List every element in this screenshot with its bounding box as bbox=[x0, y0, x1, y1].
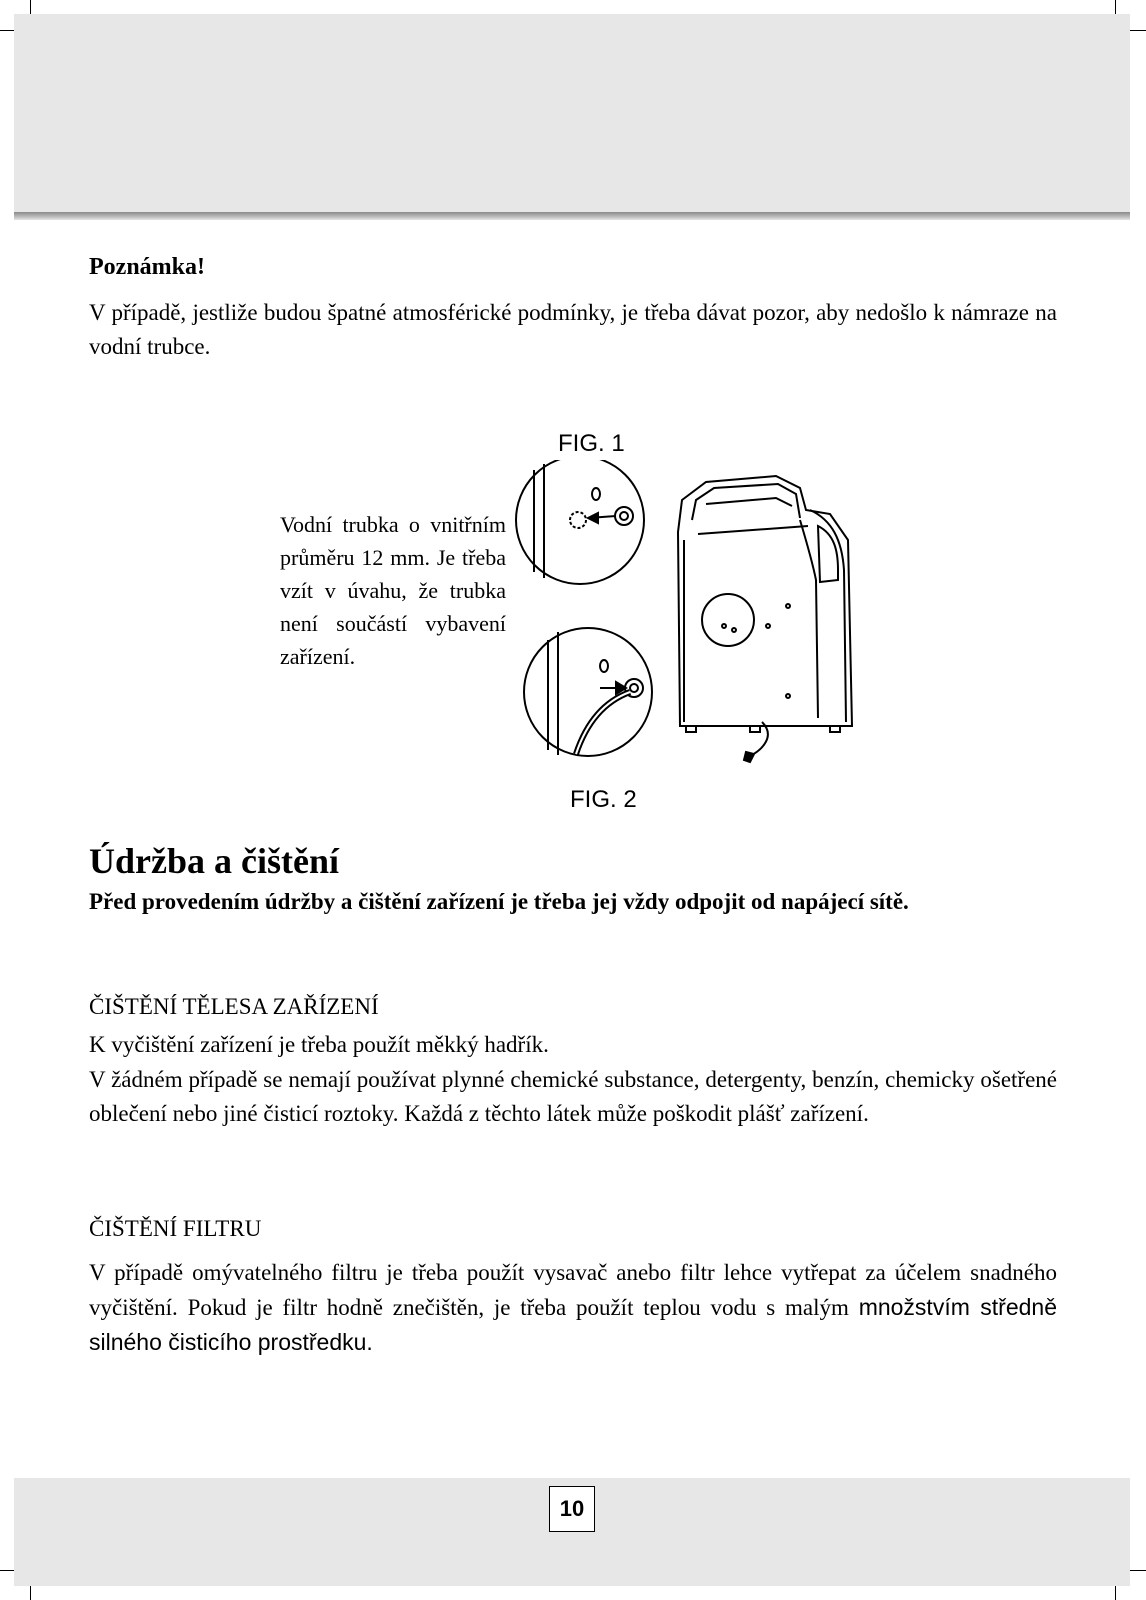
section-title: Údržba a čištění bbox=[89, 841, 339, 881]
body-cleaning-para1: K vyčištění zařízení je třeba použít měkký hadřík. bbox=[89, 1032, 549, 1057]
filter-cleaning-heading: ČIŠTĚNÍ FILTRU bbox=[89, 1216, 262, 1241]
dehumidifier-illustration bbox=[500, 460, 880, 790]
filter-para-serif: V případě omývatelného filtru je třeba použít vysavač anebo filtr lehce vytřepat za účelem snadného vyčištění. Pokud je filtr hodně znečištěn, je třeba použít teplou vodu s malým bbox=[89, 1260, 1057, 1320]
header-band bbox=[14, 14, 1130, 214]
safety-warning: Před provedením údržby a čištění zařízení je třeba jej vždy odpojit od napájecí sítě. bbox=[89, 889, 909, 914]
page-number: 10 bbox=[549, 1486, 595, 1532]
note-title: Poznámka! bbox=[89, 254, 205, 280]
filter-cleaning-para bbox=[89, 1256, 1057, 1360]
fig2-label: FIG. 2 bbox=[570, 786, 637, 813]
note-body: V případě, jestliže budou špatné atmosférické podmínky, je třeba dávat pozor, aby nedošlo k námraze na vodní trubce. bbox=[89, 300, 1057, 359]
crop-mark bbox=[1115, 1584, 1116, 1600]
header-rule bbox=[14, 212, 1130, 220]
crop-mark bbox=[1130, 30, 1146, 31]
filter-para-sans: množstvím středně silného čisticího prostředku. bbox=[89, 1294, 1058, 1355]
body-cleaning-heading: ČIŠTĚNÍ TĚLESA ZAŘÍZENÍ bbox=[89, 994, 379, 1019]
fig1-detail-circle bbox=[516, 460, 644, 584]
crop-mark bbox=[30, 1584, 31, 1600]
fig1-label: FIG. 1 bbox=[558, 430, 625, 457]
figure-caption: Vodní trubka o vnitřním průměru 12 mm. Je třeba vzít v úvahu, že trubka není součástí vybavení zařízení. bbox=[280, 512, 506, 669]
crop-mark bbox=[1130, 1570, 1146, 1571]
body-cleaning-para2: V žádném případě se nemají používat plynné chemické substance, detergenty, benzín, chemicky ošetřené oblečení nebo jiné čisticí roztoky. Každá z těchto látek může poškodit plášť zařízení. bbox=[89, 1067, 1057, 1126]
